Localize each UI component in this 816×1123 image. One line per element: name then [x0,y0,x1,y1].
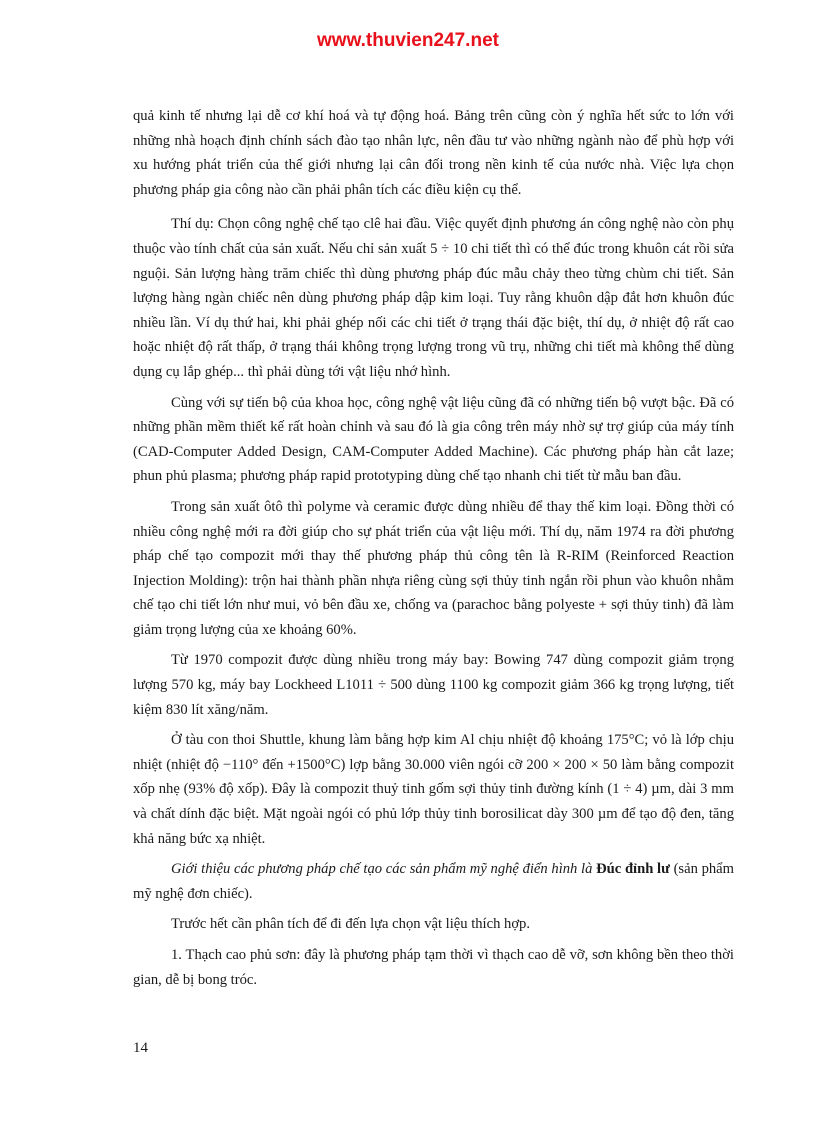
paragraph-shuttle: Ở tàu con thoi Shuttle, khung làm bằng hợp kim Al chịu nhiệt độ khoảng 175°C; vỏ là lớp chịu nhiệt (nhiệt độ −110° đến +1500°C) lợp bằng 30.000 viên ngói cỡ 200 × 200 × 50 làm bằng compozit xốp nhẹ (93% độ xốp). Đây là compozit thuỷ tinh gốm sợi thủy tinh đường kính (1 ÷ 4) µm, dài 3 mm và chất dính đặc biệt. Mặt ngoài ngói có phủ lớp thủy tinh borosilicat dày 300 µm để tạo độ đen, tăng khả năng bức xạ nhiệt. [133,732,734,847]
paragraph-aircraft: Từ 1970 compozit được dùng nhiều trong máy bay: Bowing 747 dùng compozit giảm trọng lượng 570 kg, máy bay Lockheed L1011 ÷ 500 dùng 1100 kg compozit giảm 366 kg trọng lượng, tiết kiệm 830 lít xăng/năm. [133,652,734,718]
body-text [133,104,734,998]
watermark-url: www.thuvien247.net [317,30,499,51]
intro-bold: Đúc đỉnh lư [596,861,670,878]
intro-rest: (sản phẩm mỹ nghệ đơn chiếc). [133,861,734,902]
paragraph-intro-casting [133,857,734,906]
intro-italic: Giới thiệu các phương pháp chế tạo các sản phẩm mỹ nghệ điển hình là [171,861,593,878]
paragraph-continued: quả kinh tế nhưng lại dễ cơ khí hoá và tự động hoá. Bảng trên cũng còn ý nghĩa hết sức to lớn với những nhà hoạch định chính sách đào tạo nhân lực, nên đầu tư vào những ngành nào để phù hợp với xu hướng phát triển của thế giới nhưng lại cân đối trong nền kinh tế của nước nhà. Việc lựa chọn phương pháp gia công nào cần phải phân tích các điều kiện cụ thể. [133,108,734,198]
paragraph-plaster: 1. Thạch cao phủ sơn: đây là phương pháp tạm thời vì thạch cao dễ vỡ, sơn không bền theo thời gian, dễ bị bong tróc. [133,947,734,988]
paragraph-progress: Cùng với sự tiến bộ của khoa học, công nghệ vật liệu cũng đã có những tiến bộ vượt bậc. Đã có những phần mềm thiết kế rất hoàn chỉnh và sau đó là gia công trên máy nhờ sự trợ giúp của máy tính (CAD-Computer Added Design, CAM-Computer Added Machine). Các phương pháp hàn cắt laze; phun phủ plasma; phương pháp rapid prototyping dùng chế tạo nhanh chi tiết từ mẫu ban đầu. [133,394,734,485]
paragraph-example: Thí dụ: Chọn công nghệ chế tạo clê hai đầu. Việc quyết định phương án công nghệ nào còn phụ thuộc vào tính chất của sản xuất. Nếu chỉ sản xuất 5 ÷ 10 chi tiết thì có thể đúc trong khuôn cát rồi sửa nguội. Sản lượng hàng trăm chiếc thì dùng phương pháp đúc mẫu chảy theo từng chùm chi tiết. Sản lượng hàng ngàn chiếc nên dùng phương pháp dập kim loại. Tuy rằng khuôn dập đắt hơn khuôn đúc nhiều lần. Ví dụ thứ hai, khi phải ghép nối các chi tiết ở trạng thái đặc biệt, thí dụ, ở nhiệt độ rất cao hoặc nhiệt độ rất thấp, ở trạng thái không trọng lượng trong vũ trụ, những chi tiết mà không thể dùng dụng cụ lắp ghép... thì phải dùng tới vật liệu nhớ hình. [133,216,734,380]
paragraph-analysis: Trước hết cần phân tích để đi đến lựa chọn vật liệu thích hợp. [171,916,530,933]
paragraph-automotive: Trong sản xuất ôtô thì polyme và ceramic được dùng nhiều để thay thế kim loại. Đồng thời có nhiều công nghệ mới ra đời giúp cho sự phát triển của vật liệu mới. Thí dụ, năm 1974 ra đời phương pháp chế tạo compozit mới thay thế phương pháp thủ công tên là R-RIM (Reinforced Reaction Injection Molding): trộn hai thành phần nhựa riêng cùng sợi thủy tinh ngắn rồi phun vào khuôn nhằm chế tạo chi tiết lớn như mui, vỏ bên đầu xe, chống va (parachoc bằng polyeste + sợi thủy tinh) đã làm giảm trọng lượng của xe khoảng 60%. [133,498,734,638]
page-number: 14 [133,1040,148,1056]
